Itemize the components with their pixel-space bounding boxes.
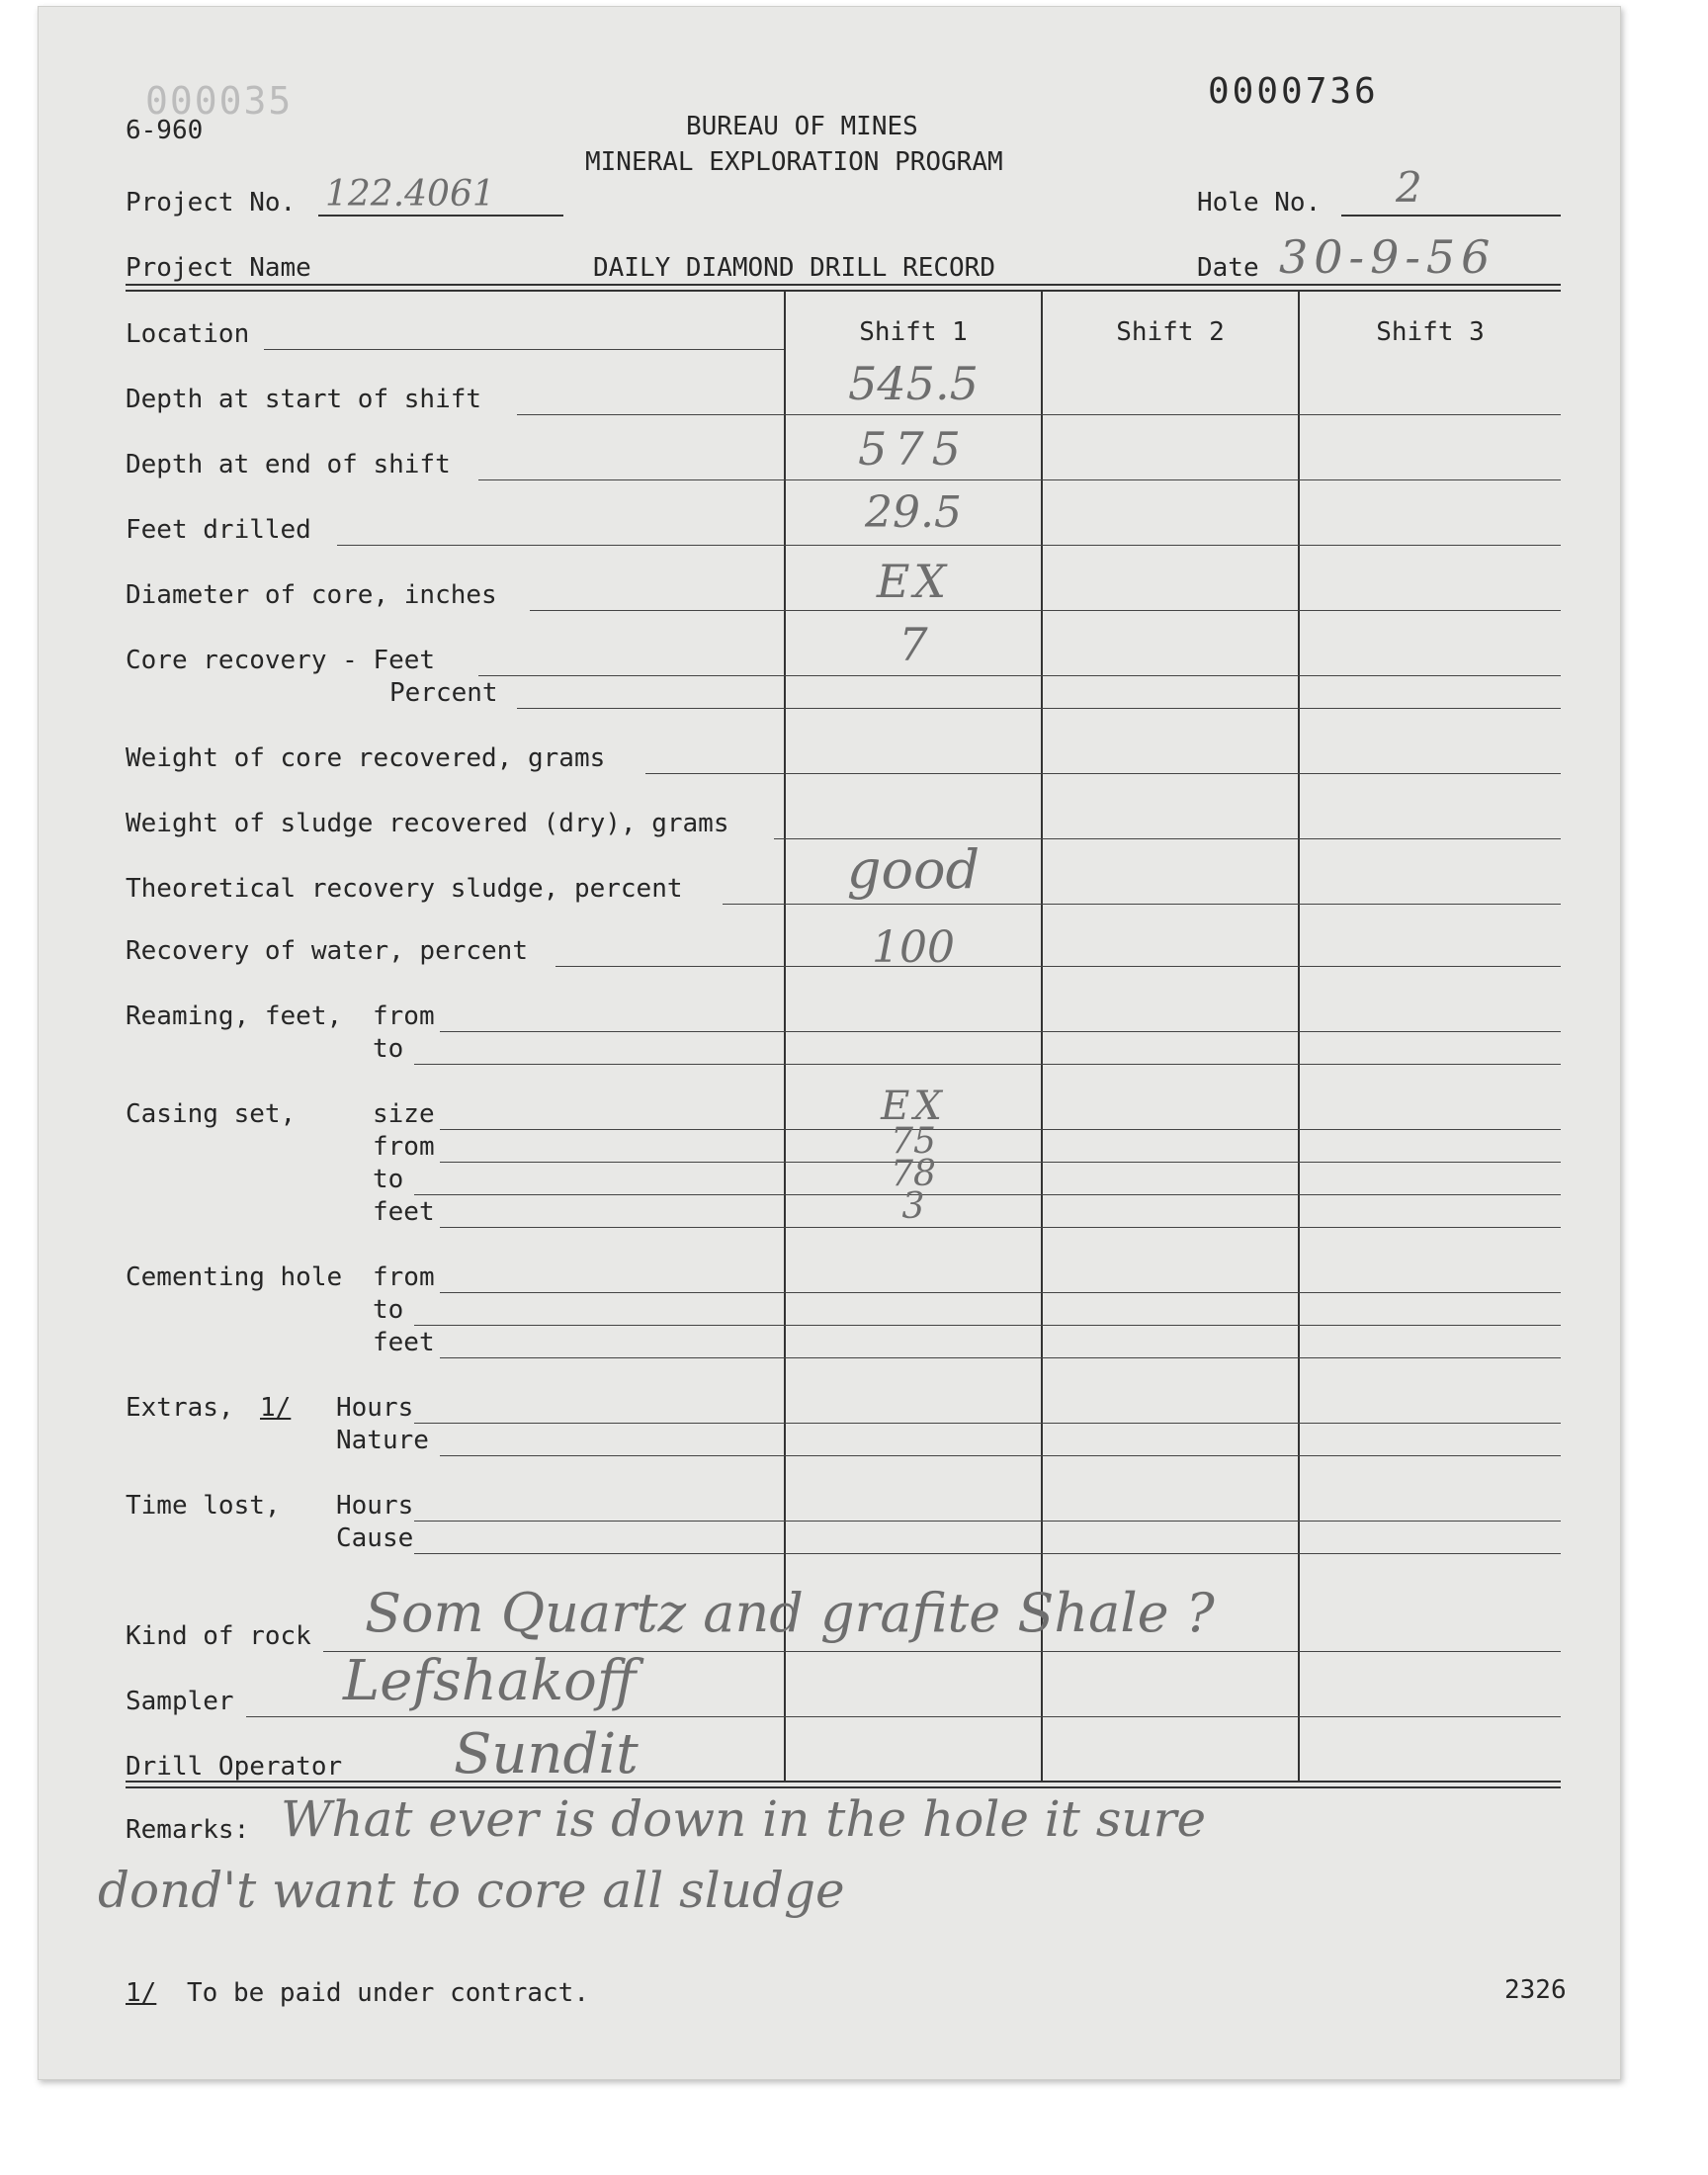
row-label-kind-of-rock: Kind of rock [126,1621,311,1651]
row-label-time-hours: Hours [336,1491,414,1521]
drill-operator-value: Sundit [454,1722,639,1786]
shift1-casing-from: 75 [891,1121,936,1162]
shift1-depth-start: 545.5 [848,357,979,410]
footer-rule-bottom [126,1786,1561,1788]
column-divider-2 [1041,290,1043,1781]
row-label-cementing-feet: feet [373,1328,435,1357]
row-label-core-recovery: Core recovery - Feet [126,646,436,675]
row-label-casing-size: size [373,1099,435,1129]
agency-title: BUREAU OF MINES [686,112,918,141]
footnote-text: To be paid under contract. [187,1978,589,2008]
row-line-location [264,349,784,350]
row-label-time-lost: Time lost, [126,1491,281,1521]
kind-of-rock-value: Som Quartz and grafite Shale ? [365,1582,1215,1644]
date-value: 30-9-56 [1279,230,1496,284]
shift1-theoretical: good [846,838,981,901]
row-label-cementing-to: to [373,1295,404,1325]
row-label-depth-end: Depth at end of shift [126,450,451,479]
row-label-reaming: Reaming, feet, [126,1001,343,1031]
column-header-shift-1: Shift 1 [859,317,968,347]
date-label: Date [1197,253,1259,283]
shift1-casing-to: 78 [891,1154,936,1194]
form-sheet [38,6,1621,2080]
project-no-value: 122.4061 [325,174,495,215]
row-label-casing: Casing set, [126,1099,297,1129]
row-label-weight-sludge: Weight of sludge recovered (dry), grams [126,809,729,838]
header-rule-bottom [126,290,1561,292]
row-label-casing-feet: feet [373,1197,435,1227]
shift1-casing-feet: 3 [901,1186,925,1227]
form-number: 6-960 [126,116,204,145]
hole-no-value: 2 [1396,163,1422,212]
row-label-sampler: Sampler [126,1687,234,1716]
row-label-time-cause: Cause [336,1523,414,1553]
row-label-water: Recovery of water, percent [126,936,528,966]
program-title: MINERAL EXPLORATION PROGRAM [585,147,1003,177]
project-no-line [318,215,563,217]
shift1-core-feet: 7 [898,618,928,671]
shift1-depth-end: 575 [858,422,969,476]
hole-no-label: Hole No. [1197,188,1322,218]
row-label-weight-core: Weight of core recovered, grams [126,743,606,773]
shift1-feet-drilled: 29.5 [865,487,962,538]
shift1-water: 100 [872,922,955,973]
column-header-shift-2: Shift 2 [1116,317,1225,347]
remarks-label: Remarks: [126,1815,250,1845]
remarks-line-1: What ever is down in the hole it sure [281,1790,1207,1848]
column-header-shift-3: Shift 3 [1376,317,1485,347]
row-label-extras-note: 1/ [260,1393,292,1423]
row-label-core-percent: Percent [389,678,498,708]
faint-stamp: 000035 [145,79,294,123]
row-label-casing-from: from [373,1132,435,1162]
project-name-label: Project Name [126,253,311,283]
footer-rule-top [126,1781,1561,1783]
shift1-diameter: EX [876,555,951,608]
row-label-extras: Extras, [126,1393,234,1423]
row-label-reaming-from: from [373,1001,435,1031]
row-label-extras-hours: Hours [336,1393,414,1423]
row-label-extras-nature: Nature [336,1426,429,1455]
project-no-label: Project No. [126,188,297,218]
sampler-value: Lefshakoff [343,1649,637,1713]
record-title: DAILY DIAMOND DRILL RECORD [593,253,995,283]
row-label-theoretical: Theoretical recovery sludge, percent [126,874,683,904]
row-label-drill-operator: Drill Operator [126,1752,343,1782]
row-label-reaming-to: to [373,1034,404,1064]
remarks-line-2: dond't want to core all sludge [98,1862,845,1919]
row-label-diameter: Diameter of core, inches [126,580,497,610]
row-label-cementing: Cementing hole [126,1262,343,1292]
row-label-cementing-from: from [373,1262,435,1292]
shift1-casing-size: EX [881,1084,946,1129]
footnote-mark: 1/ [126,1978,157,2008]
row-label-feet-drilled: Feet drilled [126,515,311,545]
header-rule-top [126,284,1561,286]
row-label-location: Location [126,319,250,349]
page-number: 2326 [1504,1975,1567,2005]
row-label-casing-to: to [373,1165,404,1194]
hole-no-line [1341,215,1561,217]
document-stamp: 0000736 [1208,71,1379,112]
row-label-depth-start: Depth at start of shift [126,385,482,414]
column-divider-3 [1298,290,1300,1781]
